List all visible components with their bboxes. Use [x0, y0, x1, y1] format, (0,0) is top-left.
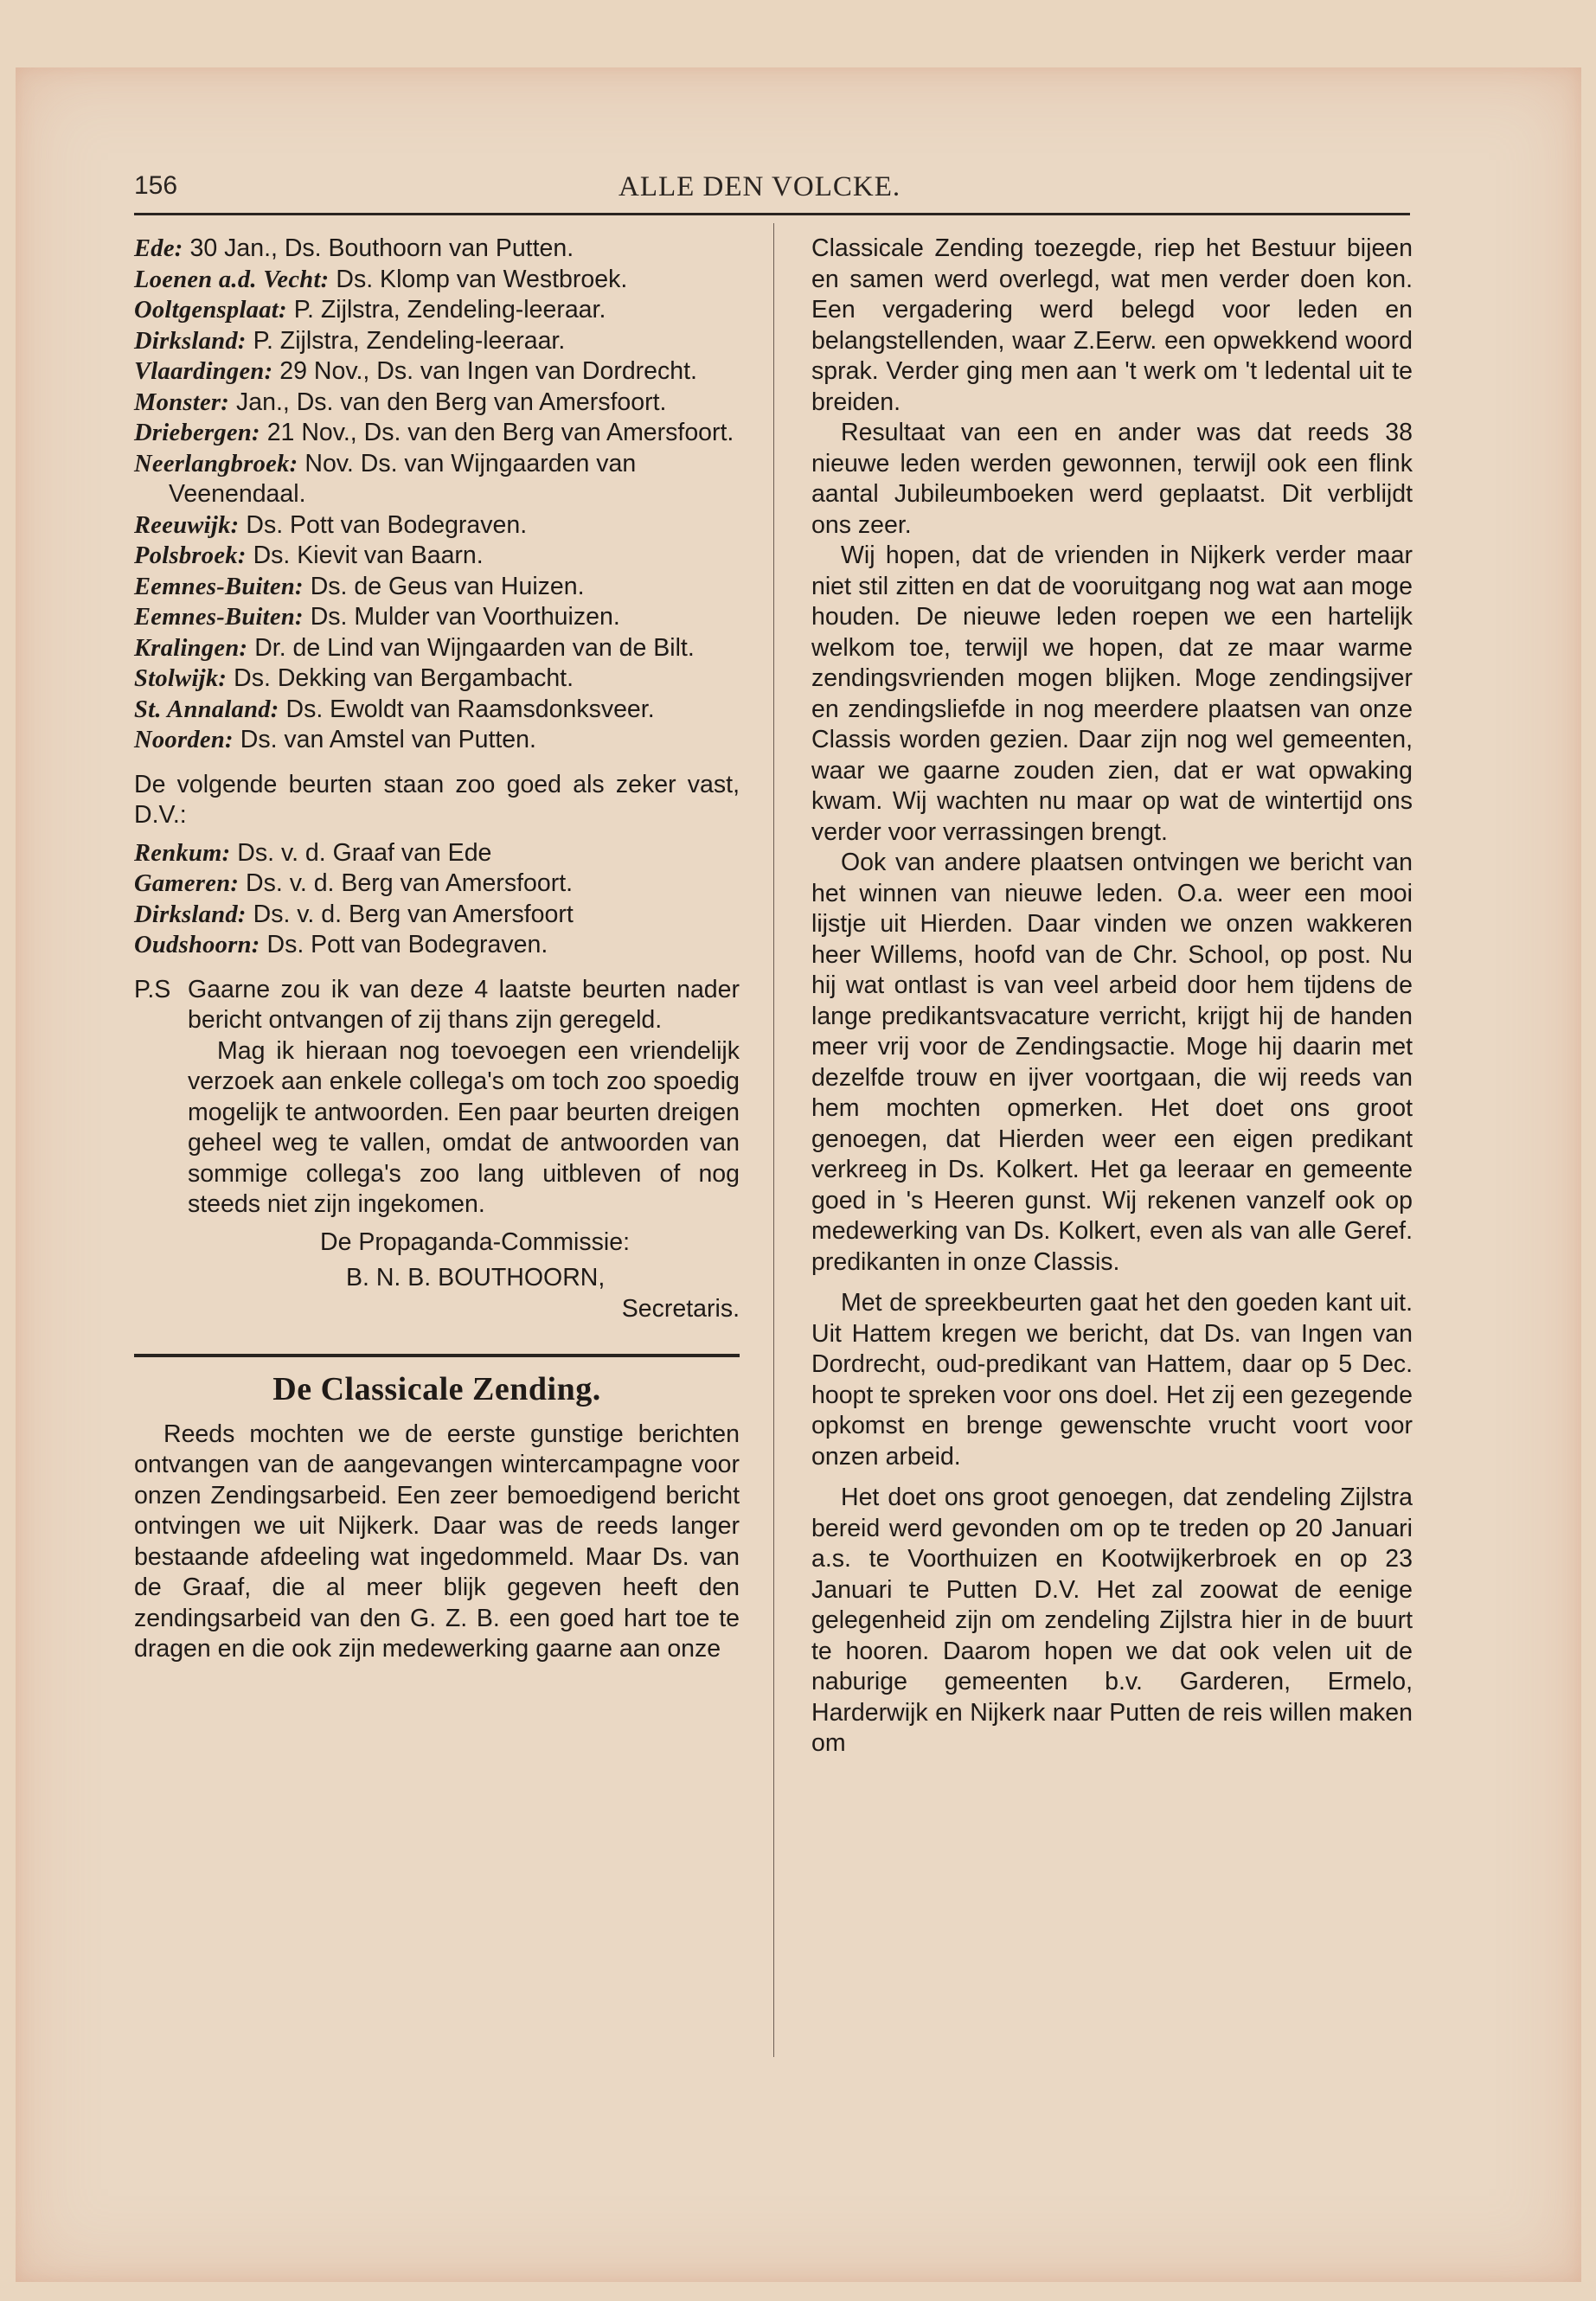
schedule-entry — [134, 725, 740, 756]
schedule-entry — [134, 633, 740, 664]
left-column — [134, 234, 740, 1665]
preaching-schedule — [134, 234, 740, 756]
schedule-place: Gameren: — [134, 870, 240, 897]
schedule-intro: De volgende beurten staan zoo goed als zeker vast, D.V.: — [134, 770, 740, 829]
schedule-place: Ede: — [134, 235, 183, 262]
schedule-detail: Jan., Ds. van den Berg van Amersfoort. — [229, 388, 667, 416]
schedule-entry — [134, 510, 740, 542]
schedule-place: Renkum: — [134, 839, 231, 867]
signature-committee: De Propaganda-Commissie: — [320, 1227, 630, 1256]
schedule-place: Dirksland: — [134, 327, 247, 355]
schedule-place: Eemnes-Buiten: — [134, 604, 304, 631]
schedule-place: Vlaardingen: — [134, 358, 273, 385]
signature-role: Secretaris. — [621, 1294, 740, 1323]
schedule-place: Monster: — [134, 388, 230, 416]
confirmed-schedule — [134, 838, 740, 961]
article-paragraph-2: Resultaat van een en ander was dat reeds 38 nieuwe leden werden gewonnen, terwijl ook een flink aantal Jubileumboeken werd geplaatst. Dit verblijdt ons zeer. — [811, 419, 1413, 539]
page-header — [134, 171, 1410, 206]
schedule-place: Eemnes-Buiten: — [134, 573, 304, 600]
schedule-detail: Ds. v. d. Berg van Amersfoort — [246, 900, 574, 928]
postscript — [134, 975, 740, 1221]
schedule-entry — [134, 326, 740, 357]
schedule-entry — [134, 838, 740, 869]
schedule-entry — [134, 418, 740, 449]
schedule-detail: Ds. van Amstel van Putten. — [233, 726, 536, 753]
schedule-detail: P. Zijlstra, Zendeling-leeraar. — [246, 326, 566, 355]
schedule-entry — [134, 900, 740, 931]
schedule-detail: 21 Nov., Ds. van den Berg van Amersfoort. — [260, 419, 734, 446]
article-paragraph-5: Met de spreekbeurten gaat het den goeden kant uit. Uit Hattem kregen we bericht, dat Ds. van Ingen van Dordrecht, oud-predikant van Hattem, daar op 5 Dec. hoopt te spreken voor ons doel. Het zij een gezegende opkomst en brenge gewenschte vrucht voort voor onzen arbeid. — [811, 1289, 1413, 1471]
schedule-place: Driebergen: — [134, 420, 260, 446]
schedule-place: Ooltgensplaat: — [134, 297, 287, 324]
schedule-detail: Ds. de Geus van Huizen. — [303, 572, 585, 600]
schedule-detail: Ds. Pott van Bodegraven. — [260, 931, 548, 958]
schedule-place: Oudshoorn: — [134, 932, 260, 958]
page-number: 156 — [134, 171, 178, 200]
schedule-entry — [134, 695, 740, 726]
schedule-entry — [134, 449, 740, 510]
schedule-detail: 29 Nov., Ds. van Ingen van Dordrecht. — [272, 357, 697, 385]
running-title: ALLE DEN VOLCKE. — [619, 171, 901, 202]
right-column — [811, 234, 1413, 1759]
article-paragraph-3: Wij hopen, dat de vrienden in Nijkerk verder maar niet stil zitten en dat de vooruitgang nog wat aan moge houden. De nieuwe leden roepen we een hartelijk welkom toe, terwijl we hopen, dat ze maar warme zendingsvrienden mogen blijken. Moge zendingsijver en zendingsliefde in nog meerdere plaatsen van onze Classis worden gezien. Daar zijn nog wel gemeenten, waar we gaarne zouden zien, dat er wat opwaking kwam. Wij wachten nu maar op wat de wintertijd ons verder voor verrassingen brengt. — [811, 542, 1413, 846]
schedule-detail: P. Zijlstra, Zendeling-leeraar. — [286, 296, 606, 324]
schedule-entry — [134, 663, 740, 695]
schedule-detail: Ds. Dekking van Bergambacht. — [227, 664, 574, 692]
schedule-entry — [134, 930, 740, 961]
schedule-detail: Ds. Klomp van Westbroek. — [329, 265, 628, 293]
schedule-entry — [134, 234, 740, 265]
article-paragraph-1-continued: Classicale Zending toezegde, riep het Bestuur bijeen en samen werd overlegd, wat men verder doen kon. Een vergadering werd belegd voor leden en belangstellenden, waar Z.Eerw. een opwekkend woord sprak. Verder ging men aan 't werk om 't ledental uit te breiden. — [811, 234, 1413, 416]
schedule-place: Neerlangbroek: — [134, 450, 298, 478]
schedule-entry — [134, 541, 740, 572]
schedule-detail: Ds. Mulder van Voorthuizen. — [303, 603, 620, 631]
schedule-entry — [134, 868, 740, 900]
section-heading: De Classicale Zending. — [272, 1371, 601, 1407]
article-paragraph-1: Reeds mochten we de eerste gunstige berichten ontvangen van de aangevangen wintercampagne voor onzen Zendingsarbeid. Een zeer bemoedigend bericht ontvingen we uit Nijkerk. Daar was de reeds langer bestaande afdeeling wat ingedommeld. Maar Ds. van de Graaf, die al meer blijk gegeven heeft den zendingsarbeid van den G. Z. B. een goed hart toe te dragen en die ook zijn medewerking gaarne aan onze — [134, 1420, 740, 1663]
schedule-detail: Ds. v. d. Berg van Amersfoort. — [239, 869, 574, 897]
article-paragraph-6: Het doet ons groot genoegen, dat zendeling Zijlstra bereid werd gevonden om op te treden op 20 Januari a.s. te Voorthuizen en Kootwijkerbroek en op 23 Januari te Putten D.V. Het zal zoowat de eenige gelegenheid zijn om zendeling Zijlstra hier in de buurt te hooren. Daarom hopen we dat ook velen uit de naburige gemeenten b.v. Garderen, Ermelo, Harderwijk en Nijkerk naar Putten de reis willen maken om — [811, 1484, 1413, 1757]
schedule-entry — [134, 572, 740, 603]
schedule-detail: Ds. Ewoldt van Raamsdonksveer. — [279, 695, 655, 723]
schedule-place: Noorden: — [134, 727, 234, 753]
schedule-place: Loenen a.d. Vecht: — [134, 266, 330, 293]
schedule-place: Stolwijk: — [134, 665, 228, 692]
postscript-request: Mag ik hieraan nog toevoegen een vriendelijk verzoek aan enkele collega's om toch zoo spoedig mogelijk te antwoorden. Een paar beurten dreigen geheel weg te vallen, omdat de antwoorden van sommige collega's zoo lang uitbleven of nog steeds niet zijn ingekomen. — [188, 1036, 740, 1218]
header-rule — [134, 213, 1410, 215]
column-divider — [773, 223, 774, 2057]
postscript-label: P.S — [134, 975, 171, 1003]
schedule-place: Reeuwijk: — [134, 511, 240, 539]
schedule-place: Kralingen: — [134, 634, 248, 662]
schedule-detail: Ds. v. d. Graaf van Ede — [230, 838, 492, 867]
schedule-place: Dirksland: — [134, 901, 247, 928]
schedule-detail: Dr. de Lind van Wijngaarden van de Bilt. — [247, 633, 695, 662]
schedule-entry — [134, 356, 740, 388]
schedule-detail: 30 Jan., Ds. Bouthoorn van Putten. — [183, 234, 574, 262]
schedule-place: Polsbroek: — [134, 542, 247, 569]
schedule-detail: Ds. Kievit van Baarn. — [246, 542, 484, 569]
schedule-detail: Ds. Pott van Bodegraven. — [239, 510, 528, 539]
section-rule — [134, 1354, 740, 1357]
signature-name: B. N. B. BOUTHOORN, — [346, 1264, 606, 1292]
postscript-text: Gaarne zou ik van deze 4 laatste beurten nader bericht ontvangen of zij thans zijn geregeld. — [188, 975, 740, 1034]
schedule-entry — [134, 265, 740, 296]
schedule-entry — [134, 295, 740, 326]
schedule-detail: Nov. Ds. van Wijngaarden van Veenendaal. — [169, 449, 637, 508]
schedule-place: St. Annaland: — [134, 695, 279, 723]
schedule-entry — [134, 388, 740, 419]
schedule-entry — [134, 602, 740, 633]
article-paragraph-4: Ook van andere plaatsen ontvingen we bericht van het winnen van nieuwe leden. O.a. weer een mooi lijstje uit Hierden. Daar vinden we onzen wakkeren heer Willems, hoofd van de Chr. School, op post. Nu hij wat ontlast is van veel arbeid door hem tijdens de lange predikantsvacature verricht, krijgt hij de handen meer vrij voor de Zendingsactie. Moge hij daarin met dezelfde trouw en ijver voortgaan, die wij reeds van hem mochten opmerken. Het doet ons groot genoegen, dat Hierden weer een eigen predikant verkreeg in Ds. Kolkert. Het ga leeraar en gemeente goed in 's Heeren gunst. Wij rekenen vanzelf ook op medewerking van Ds. Kolkert, even als van alle Geref. predikanten in onze Classis. — [811, 849, 1413, 1276]
